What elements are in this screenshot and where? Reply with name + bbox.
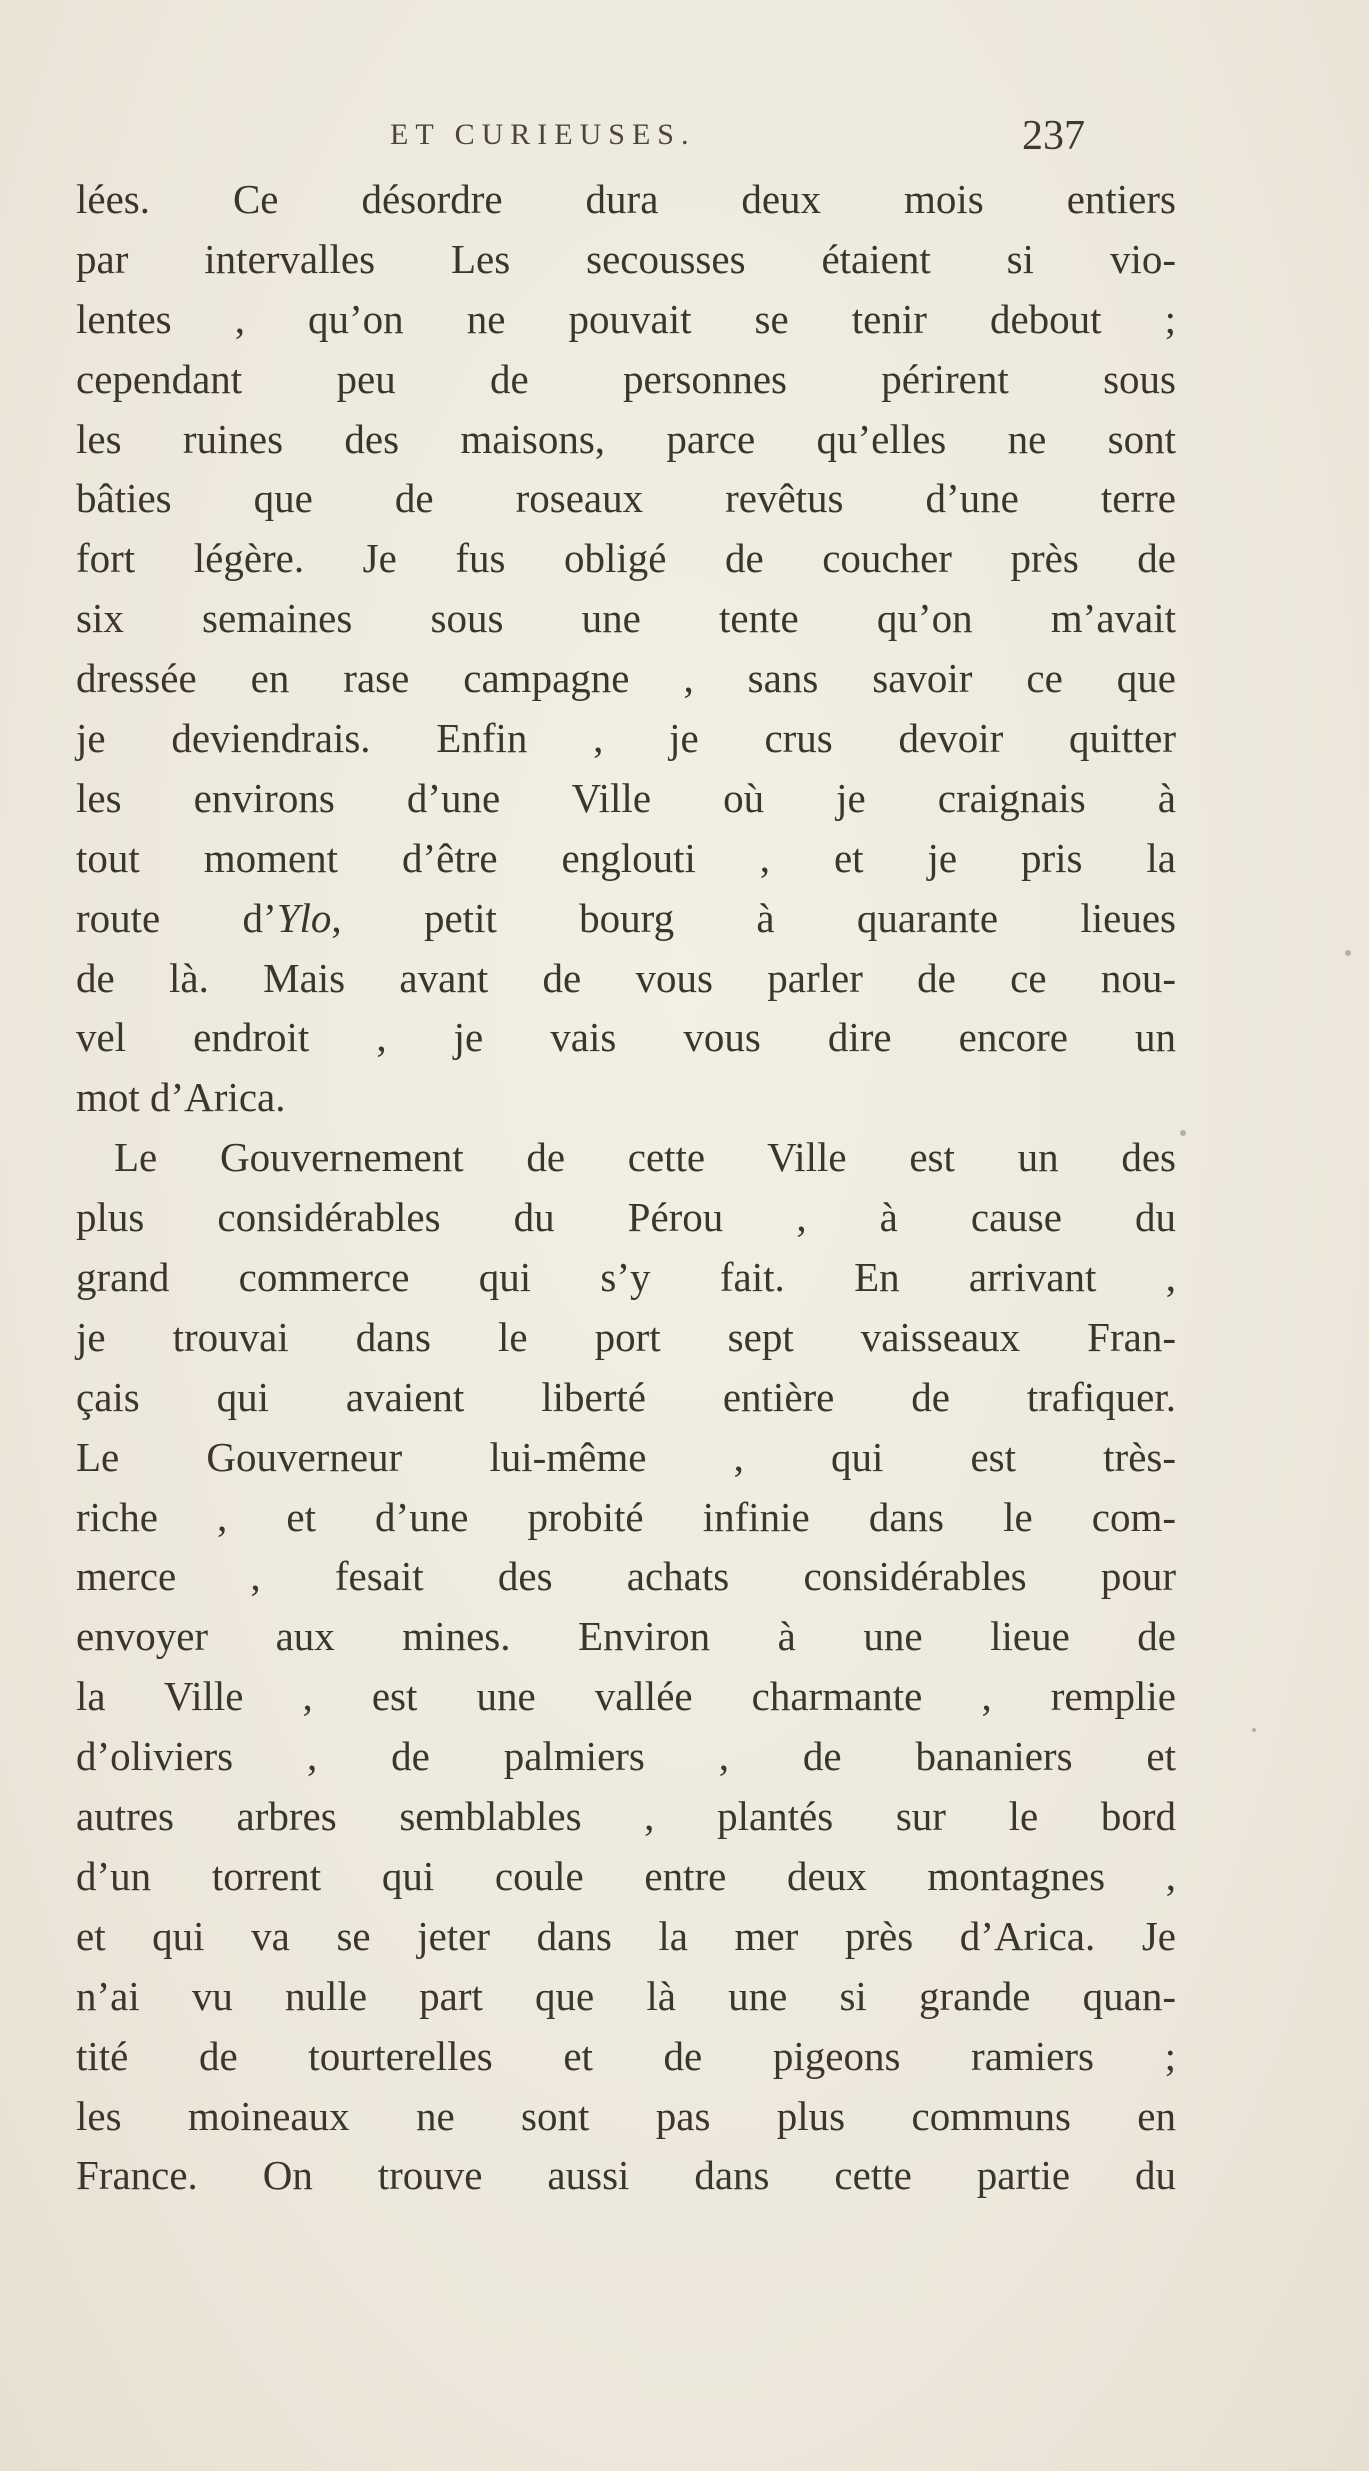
text-line: envoyer aux mines. Environ à une lieue de [76, 1613, 1176, 1660]
text-line: riche , et d’une probité infinie dans le com- [76, 1493, 1176, 1540]
text-line: lées. Ce désordre dura deux mois entiers [76, 176, 1176, 222]
text-line: n’ai vu nulle part que là une si grande quan- [76, 1972, 1176, 2019]
line-start: route d’ [76, 894, 277, 941]
body-text [76, 170, 1176, 2206]
text-line: de là. Mais avant de vous parler de ce nou- [76, 954, 1176, 1001]
text-line: Le Gouverneur lui-même , qui est très- [76, 1433, 1176, 1480]
text-line: je trouvai dans le port sept vaisseaux Fran- [76, 1313, 1176, 1360]
text-line: mot d’Arica. [76, 1074, 286, 1121]
text-line-with-italic [76, 889, 1176, 949]
text-line: tout moment d’être englouti , et je pris la [76, 834, 1176, 881]
text-line: lentes , qu’on ne pouvait se tenir debout ; [76, 295, 1176, 342]
text-line: France. On trouve aussi dans cette partie du [76, 2152, 1176, 2199]
paper-speck [1345, 950, 1351, 956]
text-line: je deviendrais. Enfin , je crus devoir quitter [76, 715, 1176, 762]
text-line: merce , fesait des achats considérables pour [76, 1553, 1176, 1600]
text-line: les environs d’une Ville où je craignais à [76, 774, 1176, 821]
page-number: 237 [1022, 113, 1085, 159]
paper-speck [1252, 1728, 1256, 1732]
text-line: d’un torrent qui coule entre deux montagnes , [76, 1852, 1176, 1899]
paragraph-start-line: Le Gouvernement de cette Ville est un des [114, 1134, 1176, 1181]
text-line: autres arbres semblables , plantés sur le bord [76, 1793, 1176, 1840]
text-line: et qui va se jeter dans la mer près d’Arica. Je [76, 1912, 1176, 1959]
text-line: tité de tourterelles et de pigeons ramiers ; [76, 2032, 1176, 2079]
text-line: dressée en rase campagne , sans savoir ce que [76, 655, 1176, 702]
text-line: bâties que de roseaux revêtus d’une terre [76, 475, 1176, 522]
text-line: grand commerce qui s’y fait. En arrivant , [76, 1254, 1176, 1301]
line-end: , petit bourg à quarante lieues [331, 894, 1176, 941]
running-title: ET CURIEUSES. [390, 118, 696, 151]
text-line: six semaines sous une tente qu’on m’avait [76, 595, 1176, 642]
running-head [0, 113, 1369, 159]
text-line: la Ville , est une vallée charmante , remplie [76, 1673, 1176, 1720]
text-line: d’oliviers , de palmiers , de bananiers et [76, 1733, 1176, 1780]
text-line: plus considérables du Pérou , à cause du [76, 1194, 1176, 1241]
text-line: çais qui avaient liberté entière de trafiquer. [76, 1373, 1176, 1420]
italic-place-name: Ylo [276, 894, 332, 941]
text-line: cependant peu de personnes périrent sous [76, 355, 1176, 402]
text-line: vel endroit , je vais vous dire encore un [76, 1014, 1176, 1061]
text-line: par intervalles Les secousses étaient si vio- [76, 235, 1176, 282]
paper-speck [1180, 1130, 1186, 1136]
text-line: les moineaux ne sont pas plus communs en [76, 2092, 1176, 2139]
text-line: fort légère. Je fus obligé de coucher près de [76, 535, 1176, 582]
text-line: les ruines des maisons, parce qu’elles ne sont [76, 415, 1176, 462]
